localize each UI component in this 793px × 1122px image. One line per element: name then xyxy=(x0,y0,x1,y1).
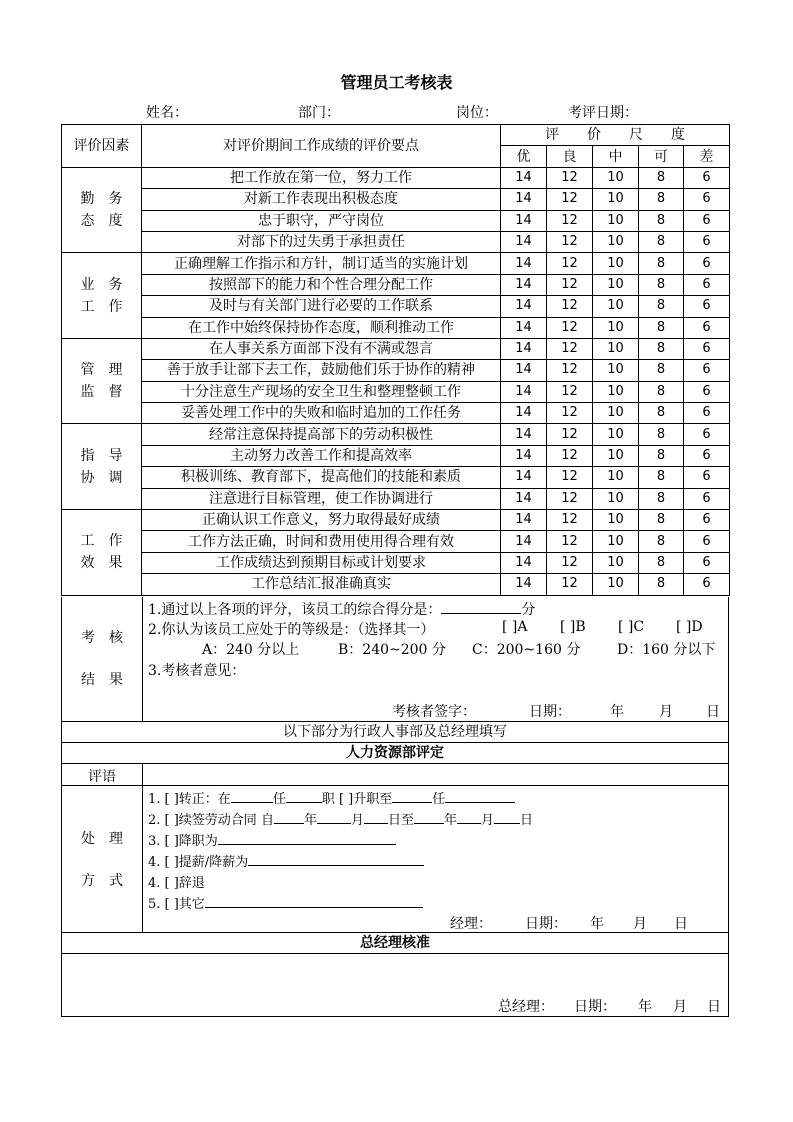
evaluation-table xyxy=(61,124,730,596)
gm-approval-section xyxy=(61,954,729,1017)
criteria-row xyxy=(62,552,730,573)
criteria-text: 正确理解工作指示和方针，制订适当的实施计划 xyxy=(142,253,501,274)
option-promotion-text: 职 [ ]升职至 xyxy=(321,792,393,807)
score-option[interactable]: 8 xyxy=(639,296,684,317)
factor-cell xyxy=(62,253,142,339)
factor-label: 管 理 xyxy=(80,362,123,379)
score-option[interactable]: 14 xyxy=(501,574,547,595)
score-option[interactable]: 6 xyxy=(684,167,730,188)
score-option[interactable]: 8 xyxy=(639,338,684,359)
score-option[interactable]: 14 xyxy=(501,231,547,252)
score-option[interactable]: 8 xyxy=(639,445,684,466)
gm-year: 年 xyxy=(638,999,652,1015)
score-option[interactable]: 8 xyxy=(639,403,684,424)
factor-label: 态 度 xyxy=(80,213,123,230)
grade-header: 良 xyxy=(547,146,593,167)
factor-cell xyxy=(62,167,142,253)
criteria-text: 对部下的过失勇于承担责任 xyxy=(142,231,501,252)
criteria-text: 对新工作表现出积极态度 xyxy=(142,189,501,210)
score-option[interactable]: 10 xyxy=(593,467,639,488)
criteria-text: 正确认识工作意义，努力取得最好成绩 xyxy=(142,510,501,531)
score-option[interactable]: 6 xyxy=(684,467,730,488)
evaluator-month: 月 xyxy=(659,704,673,720)
score-option[interactable]: 14 xyxy=(501,210,547,231)
score-option[interactable]: 6 xyxy=(684,360,730,381)
score-option[interactable]: 8 xyxy=(639,552,684,573)
factor-cell xyxy=(62,510,142,596)
score-option[interactable]: 8 xyxy=(639,231,684,252)
position-label: 岗位： xyxy=(456,105,498,121)
criteria-row xyxy=(62,296,730,317)
score-option[interactable]: 10 xyxy=(593,296,639,317)
manager-label: 经理： xyxy=(450,916,492,932)
option-contract-text: 月 xyxy=(350,813,364,828)
score-option[interactable]: 12 xyxy=(547,317,593,338)
option-contract-text: 月 xyxy=(481,813,495,828)
score-unit: 分 xyxy=(521,602,536,618)
name-label: 姓名： xyxy=(146,105,188,121)
score-option[interactable]: 6 xyxy=(684,210,730,231)
score-option[interactable]: 12 xyxy=(547,424,593,445)
gm-day: 日 xyxy=(707,999,721,1015)
score-option[interactable]: 6 xyxy=(684,403,730,424)
grade-header: 中 xyxy=(593,146,639,167)
grade-prompt: 2.你认为该员工应处于的等级是：（选择其一） xyxy=(148,622,435,638)
gm-date-label: 日期： xyxy=(574,999,616,1015)
option-promotion[interactable] xyxy=(148,788,515,807)
score-option[interactable]: 12 xyxy=(547,167,593,188)
grade-header: 可 xyxy=(639,146,684,167)
score-option[interactable]: 8 xyxy=(639,360,684,381)
manager-year: 年 xyxy=(590,916,604,932)
criteria-row xyxy=(62,445,730,466)
grade-range-b: B：240~200 分 xyxy=(338,642,446,658)
score-option[interactable]: 6 xyxy=(684,531,730,552)
score-option[interactable]: 10 xyxy=(593,574,639,595)
score-option[interactable]: 14 xyxy=(501,167,547,188)
score-option[interactable]: 10 xyxy=(593,317,639,338)
score-option[interactable]: 12 xyxy=(547,467,593,488)
score-option[interactable]: 12 xyxy=(547,253,593,274)
score-option[interactable]: 10 xyxy=(593,338,639,359)
result-label-2: 结 果 xyxy=(81,672,123,688)
score-option[interactable]: 8 xyxy=(639,424,684,445)
score-option[interactable]: 8 xyxy=(639,510,684,531)
gm-label: 总经理： xyxy=(498,999,554,1015)
score-option[interactable]: 10 xyxy=(593,424,639,445)
comment-label: 评语 xyxy=(88,769,116,785)
score-option[interactable]: 14 xyxy=(501,338,547,359)
option-dismiss[interactable]: 4. [ ]辞退 xyxy=(148,876,205,891)
criteria-row xyxy=(62,424,730,445)
score-option[interactable]: 8 xyxy=(639,167,684,188)
grade-choice-a[interactable]: [ ]A xyxy=(502,619,528,635)
score-option[interactable]: 6 xyxy=(684,274,730,295)
criteria-row xyxy=(62,210,730,231)
factor-header: 评价因素 xyxy=(62,125,142,168)
criteria-text: 按照部下的能力和个性合理分配工作 xyxy=(142,274,501,295)
score-option[interactable]: 6 xyxy=(684,338,730,359)
option-contract-text: 年 xyxy=(444,813,458,828)
form-title: 管理员工考核表 xyxy=(340,73,453,92)
score-option[interactable]: 14 xyxy=(501,445,547,466)
option-promotion-text: 1. [ ]转正：在 xyxy=(148,792,231,807)
manager-date-label: 日期： xyxy=(525,916,567,932)
option-contract-text: 日至 xyxy=(387,813,414,828)
option-demotion[interactable] xyxy=(148,830,396,849)
score-option[interactable]: 8 xyxy=(639,253,684,274)
option-demotion-text: 3. [ ]降职为 xyxy=(148,834,218,849)
score-option[interactable]: 10 xyxy=(593,189,639,210)
score-option[interactable]: 10 xyxy=(593,274,639,295)
option-promotion-text: 任 xyxy=(432,792,446,807)
option-salary-text: 4. [ ]提薪/降薪为 xyxy=(148,855,249,870)
score-option[interactable]: 8 xyxy=(639,531,684,552)
dept-label: 部门： xyxy=(298,105,340,121)
handling-label-2: 方 式 xyxy=(81,873,123,889)
criteria-row xyxy=(62,338,730,359)
criteria-text: 善于放手让部下去工作，鼓励他们乐于协作的精神 xyxy=(142,360,501,381)
option-promotion-text: 任 xyxy=(272,792,286,807)
factor-label: 工 作 xyxy=(80,298,123,315)
score-option[interactable]: 12 xyxy=(547,552,593,573)
grade-header: 差 xyxy=(684,146,730,167)
score-line xyxy=(148,599,535,619)
criteria-text: 十分注意生产现场的安全卫生和整理整顿工作 xyxy=(142,381,501,402)
grade-choice-c[interactable]: [ ]C xyxy=(618,619,645,635)
score-option[interactable]: 10 xyxy=(593,167,639,188)
score-option[interactable]: 6 xyxy=(684,231,730,252)
grade-range-a: A：240 分以上 xyxy=(202,642,300,658)
hr-handling-section xyxy=(61,786,729,933)
criteria-row xyxy=(62,231,730,252)
score-prompt: 1.通过以上各项的评分，该员工的综合得分是： xyxy=(148,602,442,618)
score-option[interactable]: 10 xyxy=(593,231,639,252)
score-option[interactable]: 8 xyxy=(639,381,684,402)
comment-field[interactable] xyxy=(144,765,726,784)
score-option[interactable]: 12 xyxy=(547,231,593,252)
score-option[interactable]: 14 xyxy=(501,424,547,445)
grade-choice-d[interactable]: [ ]D xyxy=(676,619,703,635)
score-option[interactable]: 12 xyxy=(547,574,593,595)
score-blank[interactable] xyxy=(441,599,521,614)
factor-label: 工 作 xyxy=(80,533,123,550)
criteria-text: 经常注意保持提高部下的劳动积极性 xyxy=(142,424,501,445)
criteria-row xyxy=(62,381,730,402)
admin-note: 以下部分为行政人事部及总经理填写 xyxy=(61,722,729,743)
score-option[interactable]: 10 xyxy=(593,253,639,274)
score-option[interactable]: 12 xyxy=(547,274,593,295)
option-contract-text: 2. [ ]续签劳动合同 自 xyxy=(148,813,274,828)
score-option[interactable]: 10 xyxy=(593,381,639,402)
score-option[interactable]: 6 xyxy=(684,552,730,573)
result-label-1: 考 核 xyxy=(81,630,123,646)
score-option[interactable]: 10 xyxy=(593,488,639,509)
criteria-row xyxy=(62,274,730,295)
score-option[interactable]: 6 xyxy=(684,189,730,210)
score-option[interactable]: 6 xyxy=(684,488,730,509)
evaluator-year: 年 xyxy=(610,704,624,720)
hr-heading: 人力资源部评定 xyxy=(61,743,729,764)
criteria-text: 忠于职守，严守岗位 xyxy=(142,210,501,231)
score-option[interactable]: 14 xyxy=(501,510,547,531)
grade-range-d: D：160 分以下 xyxy=(617,642,716,658)
score-option[interactable]: 8 xyxy=(639,574,684,595)
criteria-text: 注意进行目标管理，使工作协调进行 xyxy=(142,488,501,509)
score-option[interactable]: 14 xyxy=(501,488,547,509)
criteria-text: 工作方法正确，时间和费用使用得合理有效 xyxy=(142,531,501,552)
evaluator-signature-label: 考核者签字： xyxy=(392,704,476,720)
criteria-row xyxy=(62,360,730,381)
score-option[interactable]: 8 xyxy=(639,210,684,231)
result-section xyxy=(61,597,729,722)
score-option[interactable]: 14 xyxy=(501,531,547,552)
score-option[interactable]: 10 xyxy=(593,360,639,381)
criteria-row xyxy=(62,467,730,488)
factor-label: 监 督 xyxy=(80,384,123,401)
score-option[interactable]: 12 xyxy=(547,338,593,359)
criteria-text: 工作成绩达到预期目标或计划要求 xyxy=(142,552,501,573)
option-contract-text: 日 xyxy=(520,813,534,828)
score-option[interactable]: 8 xyxy=(639,317,684,338)
criteria-text: 把工作放在第一位，努力工作 xyxy=(142,167,501,188)
score-option[interactable]: 14 xyxy=(501,189,547,210)
score-option[interactable]: 6 xyxy=(684,574,730,595)
score-option[interactable]: 6 xyxy=(684,296,730,317)
score-option[interactable]: 6 xyxy=(684,445,730,466)
criteria-row xyxy=(62,531,730,552)
score-option[interactable]: 12 xyxy=(547,403,593,424)
score-option[interactable]: 14 xyxy=(501,552,547,573)
score-option[interactable]: 12 xyxy=(547,531,593,552)
score-option[interactable]: 6 xyxy=(684,424,730,445)
evaluator-day: 日 xyxy=(706,704,720,720)
factor-label: 协 调 xyxy=(80,469,123,486)
score-option[interactable]: 14 xyxy=(501,253,547,274)
score-option[interactable]: 14 xyxy=(501,274,547,295)
criteria-row xyxy=(62,574,730,595)
score-option[interactable]: 12 xyxy=(547,210,593,231)
score-option[interactable]: 12 xyxy=(547,360,593,381)
factor-label: 效 果 xyxy=(80,555,123,572)
criteria-text: 妥善处理工作中的失败和临时追加的工作任务 xyxy=(142,403,501,424)
manager-day: 日 xyxy=(674,916,688,932)
factor-cell xyxy=(62,424,142,510)
criteria-row xyxy=(62,488,730,509)
score-option[interactable]: 14 xyxy=(501,467,547,488)
score-option[interactable]: 10 xyxy=(593,445,639,466)
score-option[interactable]: 12 xyxy=(547,510,593,531)
option-salary[interactable] xyxy=(148,851,424,870)
option-contract[interactable] xyxy=(148,809,533,828)
score-option[interactable]: 8 xyxy=(639,274,684,295)
score-option[interactable]: 6 xyxy=(684,510,730,531)
score-option[interactable]: 14 xyxy=(501,360,547,381)
factor-label: 业 务 xyxy=(80,276,123,293)
option-other-text: 5. [ ]其它 xyxy=(148,897,205,912)
grade-choice-b[interactable]: [ ]B xyxy=(560,619,586,635)
criteria-row xyxy=(62,253,730,274)
score-option[interactable]: 8 xyxy=(639,189,684,210)
gm-month: 月 xyxy=(673,999,687,1015)
factor-cell xyxy=(62,338,142,424)
handling-label-1: 处 理 xyxy=(81,831,123,847)
score-option[interactable]: 10 xyxy=(593,210,639,231)
criteria-text: 主动努力改善工作和提高效率 xyxy=(142,445,501,466)
score-option[interactable]: 10 xyxy=(593,531,639,552)
criteria-text: 积极训练、教育部下，提高他们的技能和素质 xyxy=(142,467,501,488)
criteria-header: 对评价期间工作成绩的评价要点 xyxy=(142,125,501,168)
score-option[interactable]: 6 xyxy=(684,381,730,402)
score-option[interactable]: 6 xyxy=(684,317,730,338)
option-contract-text: 年 xyxy=(303,813,317,828)
eval-date-label: 考评日期： xyxy=(568,105,638,121)
grade-range-c: C：200~160 分 xyxy=(472,642,581,658)
score-option[interactable]: 10 xyxy=(593,510,639,531)
scale-header: 评 价 尺 度 xyxy=(501,125,730,146)
criteria-text: 工作总结汇报准确真实 xyxy=(142,574,501,595)
score-option[interactable]: 14 xyxy=(501,381,547,402)
evaluator-date-label: 日期： xyxy=(529,704,571,720)
score-option[interactable]: 12 xyxy=(547,381,593,402)
criteria-row xyxy=(62,317,730,338)
manager-month: 月 xyxy=(633,916,647,932)
gm-heading: 总经理核准 xyxy=(61,933,729,954)
score-option[interactable]: 8 xyxy=(639,488,684,509)
score-option[interactable]: 10 xyxy=(593,552,639,573)
criteria-row xyxy=(62,403,730,424)
score-option[interactable]: 12 xyxy=(547,445,593,466)
criteria-text: 在人事关系方面部下没有不满或怨言 xyxy=(142,338,501,359)
score-option[interactable]: 8 xyxy=(639,467,684,488)
grade-header: 优 xyxy=(501,146,547,167)
score-option[interactable]: 14 xyxy=(501,403,547,424)
score-option[interactable]: 6 xyxy=(684,253,730,274)
score-option[interactable]: 10 xyxy=(593,403,639,424)
hr-comment-row xyxy=(61,764,729,786)
score-option[interactable]: 12 xyxy=(547,488,593,509)
criteria-text: 在工作中始终保持协作态度，顺利推动工作 xyxy=(142,317,501,338)
opinion-label: 3.考核者意见： xyxy=(148,663,246,679)
criteria-row xyxy=(62,189,730,210)
factor-label: 指 导 xyxy=(80,447,123,464)
criteria-row xyxy=(62,510,730,531)
criteria-row xyxy=(62,167,730,188)
score-option[interactable]: 14 xyxy=(501,296,547,317)
option-other[interactable] xyxy=(148,893,423,912)
factor-label: 勤 务 xyxy=(80,191,123,208)
score-option[interactable]: 12 xyxy=(547,189,593,210)
score-option[interactable]: 12 xyxy=(547,296,593,317)
criteria-text: 及时与有关部门进行必要的工作联系 xyxy=(142,296,501,317)
score-option[interactable]: 14 xyxy=(501,317,547,338)
